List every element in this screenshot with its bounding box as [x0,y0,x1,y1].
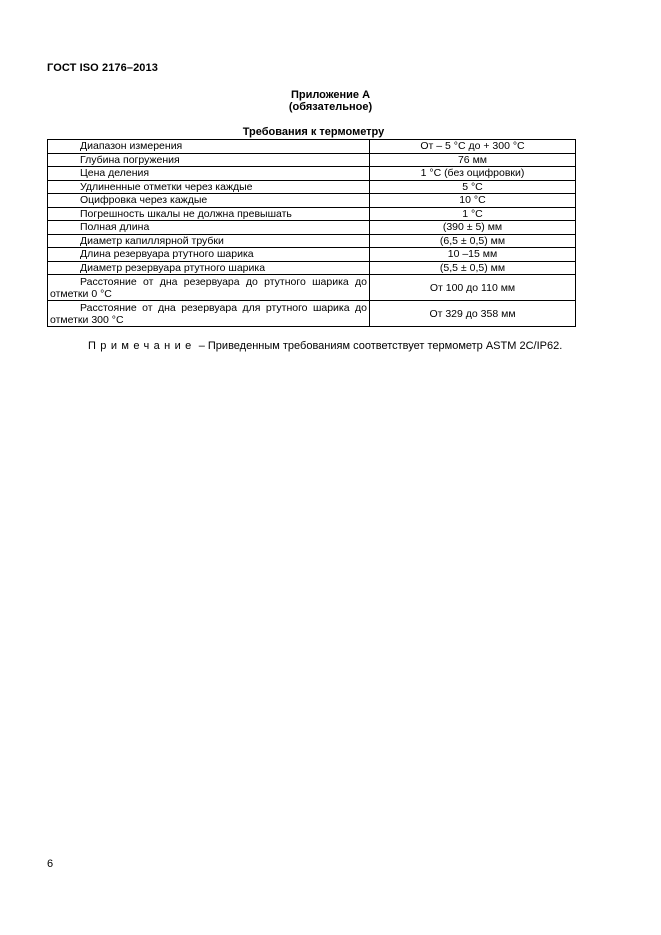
value-cell: От – 5 °С до + 300 °С [370,140,576,154]
value-cell: 76 мм [370,153,576,167]
annex-status: (обязательное) [288,101,373,113]
value-cell: От 100 до 110 мм [370,275,576,301]
requirements-table [47,139,576,327]
value-cell: (390 ± 5) мм [370,221,576,235]
parameter-cell: Длина резервуара ртутного шарика [48,248,370,262]
table-row [48,194,576,208]
table-row [48,167,576,181]
table-row [48,301,576,327]
table-row [48,261,576,275]
table-note [88,340,562,352]
parameter-cell: Оцифровка через каждые [48,194,370,208]
value-cell: 1 °С (без оцифровки) [370,167,576,181]
parameter-cell: Расстояние от дна резервуара для ртутного шарика до отметки 300 °С [48,301,370,327]
parameter-cell: Полная длина [48,221,370,235]
standard-code-header: ГОСТ ISO 2176–2013 [47,62,158,74]
table-row [48,140,576,154]
table-row [48,248,576,262]
value-cell: (6,5 ± 0,5) мм [370,234,576,248]
parameter-cell: Удлиненные отметки через каждые [48,180,370,194]
table-row [48,221,576,235]
table-row [48,153,576,167]
value-cell: От 329 до 358 мм [370,301,576,327]
parameter-cell: Диаметр капиллярной трубки [48,234,370,248]
table-title: Требования к термометру [242,126,385,138]
parameter-cell: Расстояние от дна резервуара до ртутного шарика до отметки 0 °С [48,275,370,301]
parameter-cell: Цена деления [48,167,370,181]
parameter-cell: Глубина погружения [48,153,370,167]
table-row [48,180,576,194]
value-cell: 1 °С [370,207,576,221]
parameter-cell: Диаметр резервуара ртутного шарика [48,261,370,275]
value-cell: 5 °С [370,180,576,194]
annex-title: Приложение А [290,89,371,101]
note-label: Примечание [88,340,196,352]
page-number: 6 [47,858,54,870]
table-row [48,275,576,301]
table-row [48,207,576,221]
value-cell: (5,5 ± 0,5) мм [370,261,576,275]
note-text: – Приведенным требованиям соответствует термометр ASTM 2C/IP62. [195,340,563,352]
parameter-cell: Диапазон измерения [48,140,370,154]
value-cell: 10 –15 мм [370,248,576,262]
value-cell: 10 °С [370,194,576,208]
parameter-cell: Погрешность шкалы не должна превышать [48,207,370,221]
table-row [48,234,576,248]
